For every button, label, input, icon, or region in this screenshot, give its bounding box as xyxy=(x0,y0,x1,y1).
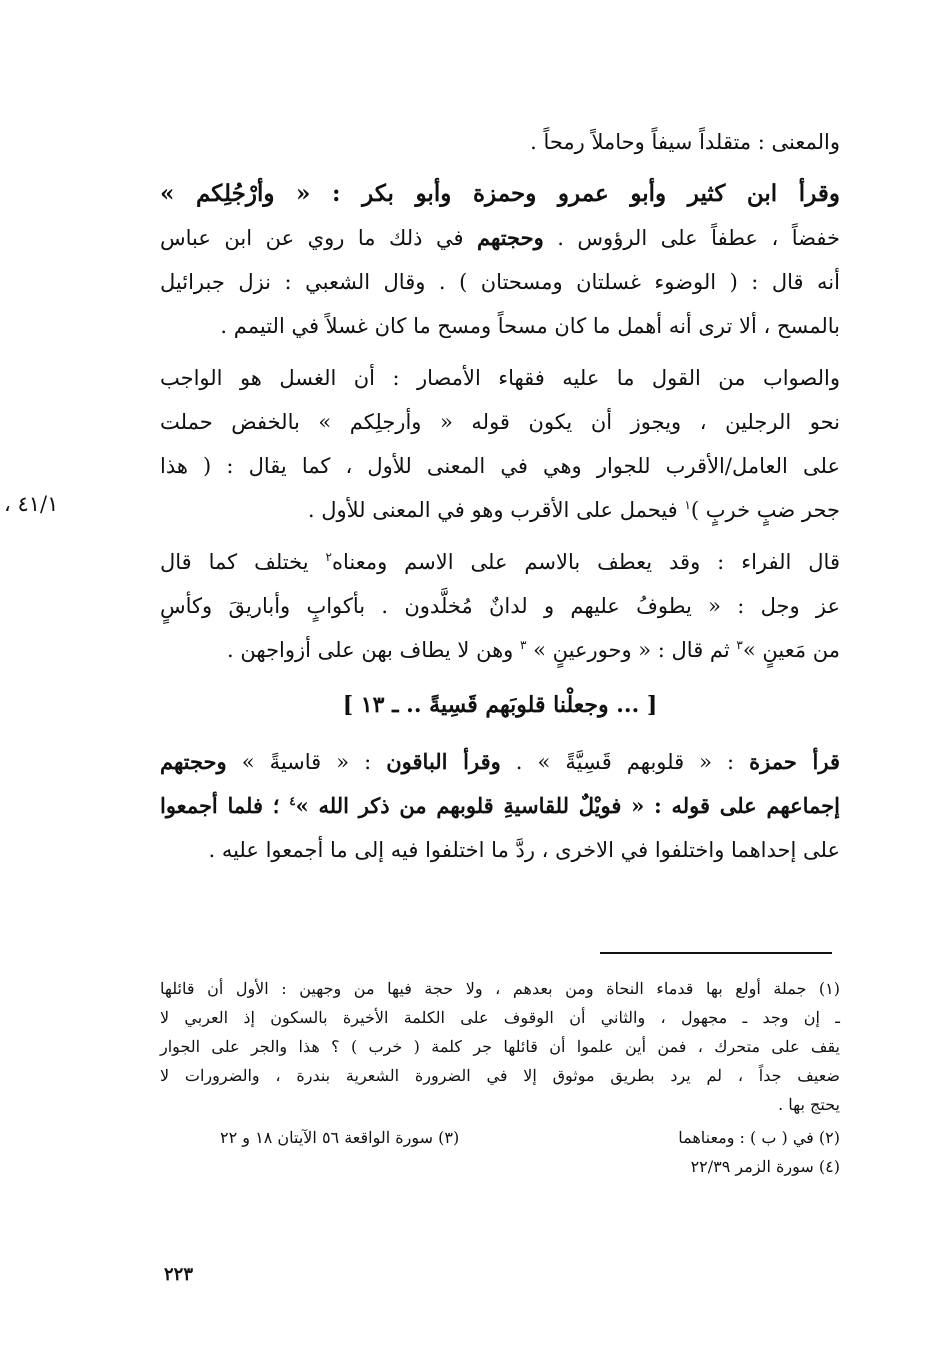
text-run: ؛ فلما أجمعوا xyxy=(160,793,290,818)
paragraph-line xyxy=(160,488,840,532)
footnote-marker: ١ xyxy=(684,498,691,512)
paragraph-qasiyah xyxy=(160,740,840,872)
main-text xyxy=(160,120,840,880)
paragraph-line xyxy=(160,628,840,672)
text-run: فيحمل على الأقرب وهو في المعنى للأول . xyxy=(307,498,678,522)
paragraph-line xyxy=(160,784,840,828)
footnotes xyxy=(160,974,840,1181)
text-run: يختلف كما قال xyxy=(160,550,326,574)
footnote-4: (٤) سورة الزمر ٢٢/٣٩ xyxy=(690,1157,840,1176)
footnote-row xyxy=(160,1123,840,1152)
footnote-1-line: يحتج بها . xyxy=(778,1095,840,1114)
bold-phrase: وحجتهم xyxy=(477,225,544,250)
text-run: ثم قال : « وحورعينٍ » xyxy=(526,638,737,662)
footnote-1-line: (١) جملة أولع بها قدماء النحاة ومن بعدهم ، ولا حجة فيها من وجهين : الأول أن قائلها xyxy=(160,979,840,998)
footnote-1-line: ضعيف جداً ، لم يرد بطريق موثوق إلا في الضرورة الشعرية بندرة ، والضرورات لا xyxy=(160,1066,840,1085)
footnote-marker: ٣ xyxy=(736,638,743,652)
paragraph-line: والصواب من القول ما عليه فقهاء الأمصار : أن الغسل هو الواجب xyxy=(160,366,840,390)
paragraph-line: نحو الرجلين ، ويجوز أن يكون قوله « وأرجلِكم » بالخفض حملت xyxy=(160,410,840,434)
footnote-marker: ٣ xyxy=(519,638,527,652)
page-number: ٢٢٣ xyxy=(164,1264,194,1285)
bold-phrase: وقرأ ابن كثير وأبو عمرو وحمزة وأبو بكر : « وأرْجُلِكم » xyxy=(160,180,840,207)
footnote-divider xyxy=(600,952,832,954)
paragraph-line xyxy=(160,740,840,784)
footnote-1-line: يقف على متحرك ، فمن أين علموا أن قائلها جر كلمة ( خرب ) ؟ هذا والجر على الجوار xyxy=(160,1037,840,1056)
text-run: قال الفراء : وقد يعطف بالاسم على الاسم ومعناه xyxy=(331,550,840,574)
paragraph-qiraat-arjulikum xyxy=(160,172,840,348)
bold-phrase: قرأ حمزة xyxy=(749,749,840,774)
paragraph-line xyxy=(160,540,840,584)
paragraph-line: على العامل/الأقرب للجوار وهي في المعنى للأول ، كما يقال : ( هذا xyxy=(160,454,840,478)
paragraph-line: بالمسح ، ألا ترى أنه أهمل ما كان مسحاً ومسح ما كان غسلاً في التيمم . xyxy=(220,314,840,338)
footnote-3: (٣) سورة الواقعة ٥٦ الآيتان ١٨ و ٢٢ xyxy=(220,1128,460,1147)
paragraph-line: عز وجل : « يطوفُ عليهم و لدانٌ مُخلَّدون . بأكوابٍ وأباريقَ وكأسٍ xyxy=(160,594,840,618)
footnote-2: (٢) في ( ب ) : ومعناهما xyxy=(678,1128,840,1147)
paragraph-line: أنه قال : ( الوضوء غسلتان ومسحتان ) . وقال الشعبي : نزل جبرائيل xyxy=(160,270,840,294)
text-run: من مَعينٍ » xyxy=(742,638,840,662)
paragraph-sawab xyxy=(160,356,840,532)
paragraph-farra xyxy=(160,540,840,672)
verse-heading: [ ... وجعلْنا قلوبَهم قَسِيةً .. ـ ١٣ ] xyxy=(342,692,658,718)
bold-phrase: وقرأ الباقون xyxy=(386,749,501,774)
text-run: : « قاسيةً » xyxy=(226,750,387,774)
footnote-marker: ٢ xyxy=(325,550,332,564)
text-run: جحر ضبٍ خربٍ ) xyxy=(690,498,840,522)
bold-phrase: وحجتهم xyxy=(160,749,227,774)
text-run: وهن لا يطاف بهن على أزواجهن . xyxy=(227,638,520,662)
text-run: خفضاً ، عطفاً على الرؤوس . xyxy=(543,226,840,250)
paragraph-line xyxy=(160,172,840,216)
intro-line: والمعنى : متقلداً سيفاً وحاملاً رمحاً . xyxy=(530,130,840,154)
footnote-marker: ٤ xyxy=(289,794,296,808)
text-run: إجماعهم على قوله : « فويْلٌ للقاسيةِ قلوبهم من ذكر الله » xyxy=(295,793,840,818)
paragraph-line: على إحداهما واختلفوا في الاخرى ، ردَّ ما اختلفوا فيه إلى ما أجمعوا عليه . xyxy=(208,838,840,862)
paragraph-line xyxy=(160,216,840,260)
footnote-row xyxy=(160,1152,840,1181)
margin-reference: ٤١/١ ، xyxy=(4,492,59,516)
footnote-1-line: ـ إن وجد ـ مجهول ، والثاني أن الوقوف على الكلمة الأخيرة بالسكون إذ العربي لا xyxy=(160,1008,840,1027)
text-run: في ذلك ما روي عن ابن عباس xyxy=(160,226,478,250)
text-run: : « قلوبهم قَسِيَّةً » . xyxy=(500,750,750,774)
